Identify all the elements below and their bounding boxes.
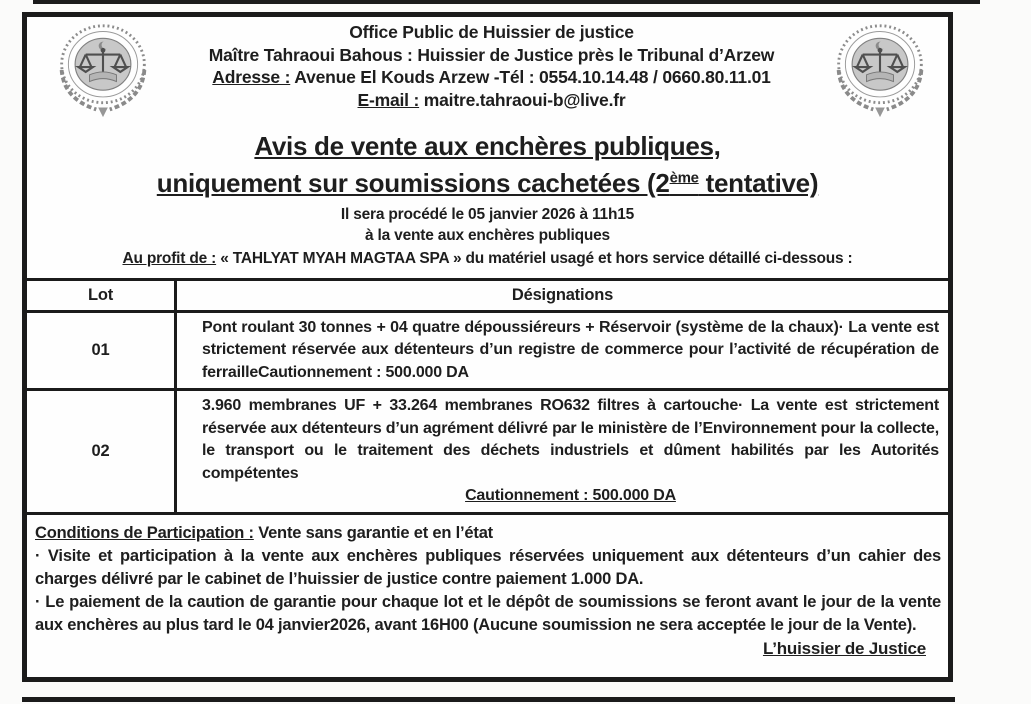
office-address: [161, 66, 822, 89]
justice-scales-seal-icon: [49, 20, 157, 120]
table-row: [27, 313, 948, 392]
notice-title: [27, 128, 948, 202]
bailiff-name: Maître Tahraoui Bahous : Huissier de Justice près le Tribunal d’Arzew: [208, 44, 775, 65]
conditions-heading: Conditions de Participation :: [35, 523, 254, 542]
bottom-divider: [22, 697, 955, 702]
ordinal-superscript: ème: [669, 169, 699, 187]
top-divider: [33, 0, 980, 4]
condition-item: · Le paiement de la caution de garantie pour chaque lot et le dépôt de soumissions se feront avant le jour de la vente aux enchères au plus tard le 04 janvier2026, avant 16H00 (Aucune soumission ne sera acceptée le jour de la Vente).: [35, 592, 941, 634]
column-header-designations: Désignations: [511, 286, 614, 304]
notice-title-line2: uniquement sur soumissions cachetées (2ème tentative): [156, 168, 819, 198]
lot-designation: Pont roulant 30 tonnes + 04 quatre dépoussiéreurs + Réservoir (système de la chaux)· La vente est strictement réservée aux détenteurs d’un registre de commerce pour l’activité de récupération de ferrailleCautionnement : 500.000 DA: [202, 318, 939, 381]
address-label: Adresse :: [212, 67, 291, 87]
conditions-heading-rest: Vente sans garantie et en l’état: [258, 523, 493, 542]
email-label: E-mail :: [357, 89, 420, 110]
address-value: Avenue El Kouds Arzew -Tél : 0554.10.14.48 / 0660.80.11.01: [294, 67, 771, 87]
lot-designation: [177, 391, 948, 512]
beneficiary-label: Au profit de :: [122, 250, 217, 267]
table-row: [27, 391, 948, 515]
beneficiary-line: [27, 248, 948, 269]
beneficiary-text: « TAHLYAT MYAH MAGTAA SPA » du matériel usagé et hors service détaillé ci-dessous :: [220, 250, 853, 267]
lot-number: 02: [27, 391, 177, 512]
signature: L’huissier de Justice: [762, 638, 926, 658]
conditions-heading-line: [35, 522, 941, 545]
lots-table: [27, 278, 948, 515]
office-name: Office Public de Huissier de justice: [349, 22, 634, 42]
notice-title-line1: Avis de vente aux enchères publiques,: [254, 131, 721, 161]
sale-type-line: à la vente aux enchères publiques: [365, 227, 610, 244]
participation-conditions: [27, 515, 948, 637]
auction-notice-frame: [22, 12, 953, 682]
justice-scales-seal-icon: [826, 20, 934, 120]
email-value: maitre.tahraoui-b@live.fr: [423, 89, 626, 110]
column-header-lot: Lot: [27, 281, 177, 310]
lot-designation-text: 3.960 membranes UF + 33.264 membranes RO632 filtres à cartouche· La vente est strictement réservée aux détenteurs d’un agrément délivré par le ministère de l’Environnement pour la collecte, le transport ou le traitement des déchets industriels et dûment habilités par les Autorités compétentes: [202, 397, 939, 482]
sale-date-line: Il sera procédé le 05 janvier 2026 à 11h15: [340, 206, 635, 223]
caution-amount: Cautionnement : 500.000 DA: [465, 487, 676, 504]
condition-item: · Visite et participation à la vente aux enchères publiques réservées uniquement aux détenteurs d’un cahier des charges délivré par le cabinet de l’huissier de justice contre paiement 1.000 DA.: [35, 546, 941, 588]
sale-datetime: [27, 204, 948, 246]
table-header-row: [27, 281, 948, 313]
office-header: [27, 17, 948, 120]
office-identity: [161, 17, 822, 111]
lot-number: 01: [27, 313, 177, 389]
office-email: [161, 89, 822, 112]
